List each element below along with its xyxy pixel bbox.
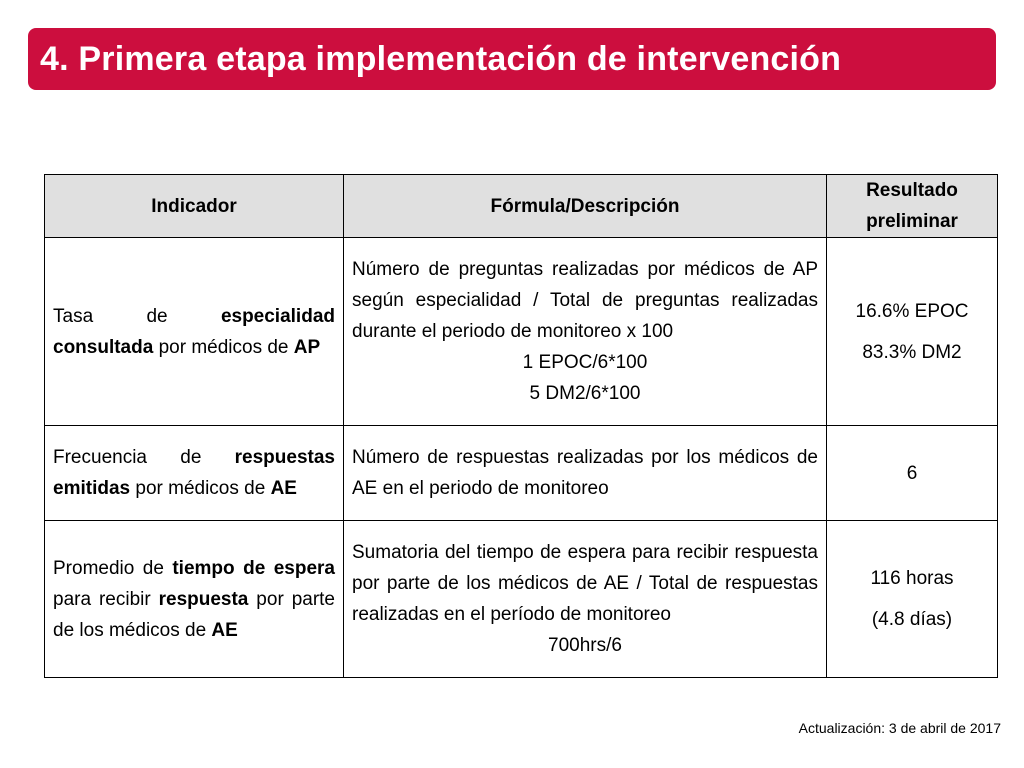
- indicador-text-part: Promedio de: [53, 557, 173, 579]
- formula-calc: 5 DM2/6*100: [529, 383, 641, 404]
- resultado-value: 6: [906, 462, 918, 484]
- table-header-row: [45, 175, 998, 238]
- indicador-bold-part: tiempo de espera: [172, 557, 335, 579]
- resultado-cell: [827, 426, 998, 521]
- indicador-text-part: Frecuencia de: [53, 447, 235, 468]
- resultado-cell: [827, 521, 998, 678]
- indicador-text-part: por médicos de: [130, 478, 271, 499]
- header-indicador: Indicador: [45, 175, 344, 238]
- indicador-text: [53, 301, 335, 363]
- indicador-text-part: para recibir: [53, 588, 159, 610]
- resultado-value: 16.6% EPOC: [855, 300, 969, 322]
- formula-description: Número de preguntas realizadas por médicos de AP según especialidad / Total de preguntas realizadas durante el periodo de monitoreo x 100: [352, 259, 818, 342]
- indicador-bold-part: AP: [293, 336, 321, 358]
- indicador-bold-part: AE: [211, 619, 238, 641]
- indicador-text-part: Tasa de: [53, 305, 221, 327]
- indicador-bold-part: respuestas emitidas: [53, 447, 335, 499]
- indicators-table: [44, 174, 998, 678]
- formula-calc: 1 EPOC/6*100: [522, 352, 648, 373]
- table-row: [45, 238, 998, 426]
- formula-cell: [344, 426, 827, 521]
- update-date: Actualización: 3 de abril de 2017: [798, 720, 1001, 736]
- formula-description: Número de respuestas realizadas por los médicos de AE en el periodo de monitoreo: [352, 447, 818, 499]
- indicador-text: [53, 553, 335, 646]
- indicador-text-part: por médicos de: [153, 336, 294, 358]
- page-title: 4. Primera etapa implementación de intervención: [40, 39, 842, 78]
- indicador-text-part: por parte de los médicos de: [53, 588, 335, 641]
- title-bar: [28, 28, 996, 90]
- header-formula: Fórmula/Descripción: [344, 175, 827, 238]
- resultado-cell: [827, 238, 998, 426]
- resultado-value: 83.3% DM2: [862, 341, 962, 363]
- indicador-cell: [45, 521, 344, 678]
- formula-calc: 700hrs/6: [548, 635, 622, 656]
- formula-cell: [344, 238, 827, 426]
- resultado-value: 116 horas: [870, 568, 954, 589]
- indicador-text: [53, 442, 335, 504]
- formula-description: Sumatoria del tiempo de espera para recibir respuesta por parte de los médicos de AE / Total de respuestas realizadas en el período de monitoreo: [352, 542, 818, 625]
- resultado-value: (4.8 días): [871, 609, 953, 630]
- indicador-bold-part: AE: [270, 478, 297, 499]
- header-resultado: Resultado preliminar: [827, 175, 998, 238]
- table-row: [45, 521, 998, 678]
- indicador-bold-part: especialidad consultada: [53, 305, 335, 358]
- indicador-cell: [45, 238, 344, 426]
- table-row: [45, 426, 998, 521]
- indicador-bold-part: respuesta: [158, 588, 249, 610]
- formula-cell: [344, 521, 827, 678]
- indicador-cell: [45, 426, 344, 521]
